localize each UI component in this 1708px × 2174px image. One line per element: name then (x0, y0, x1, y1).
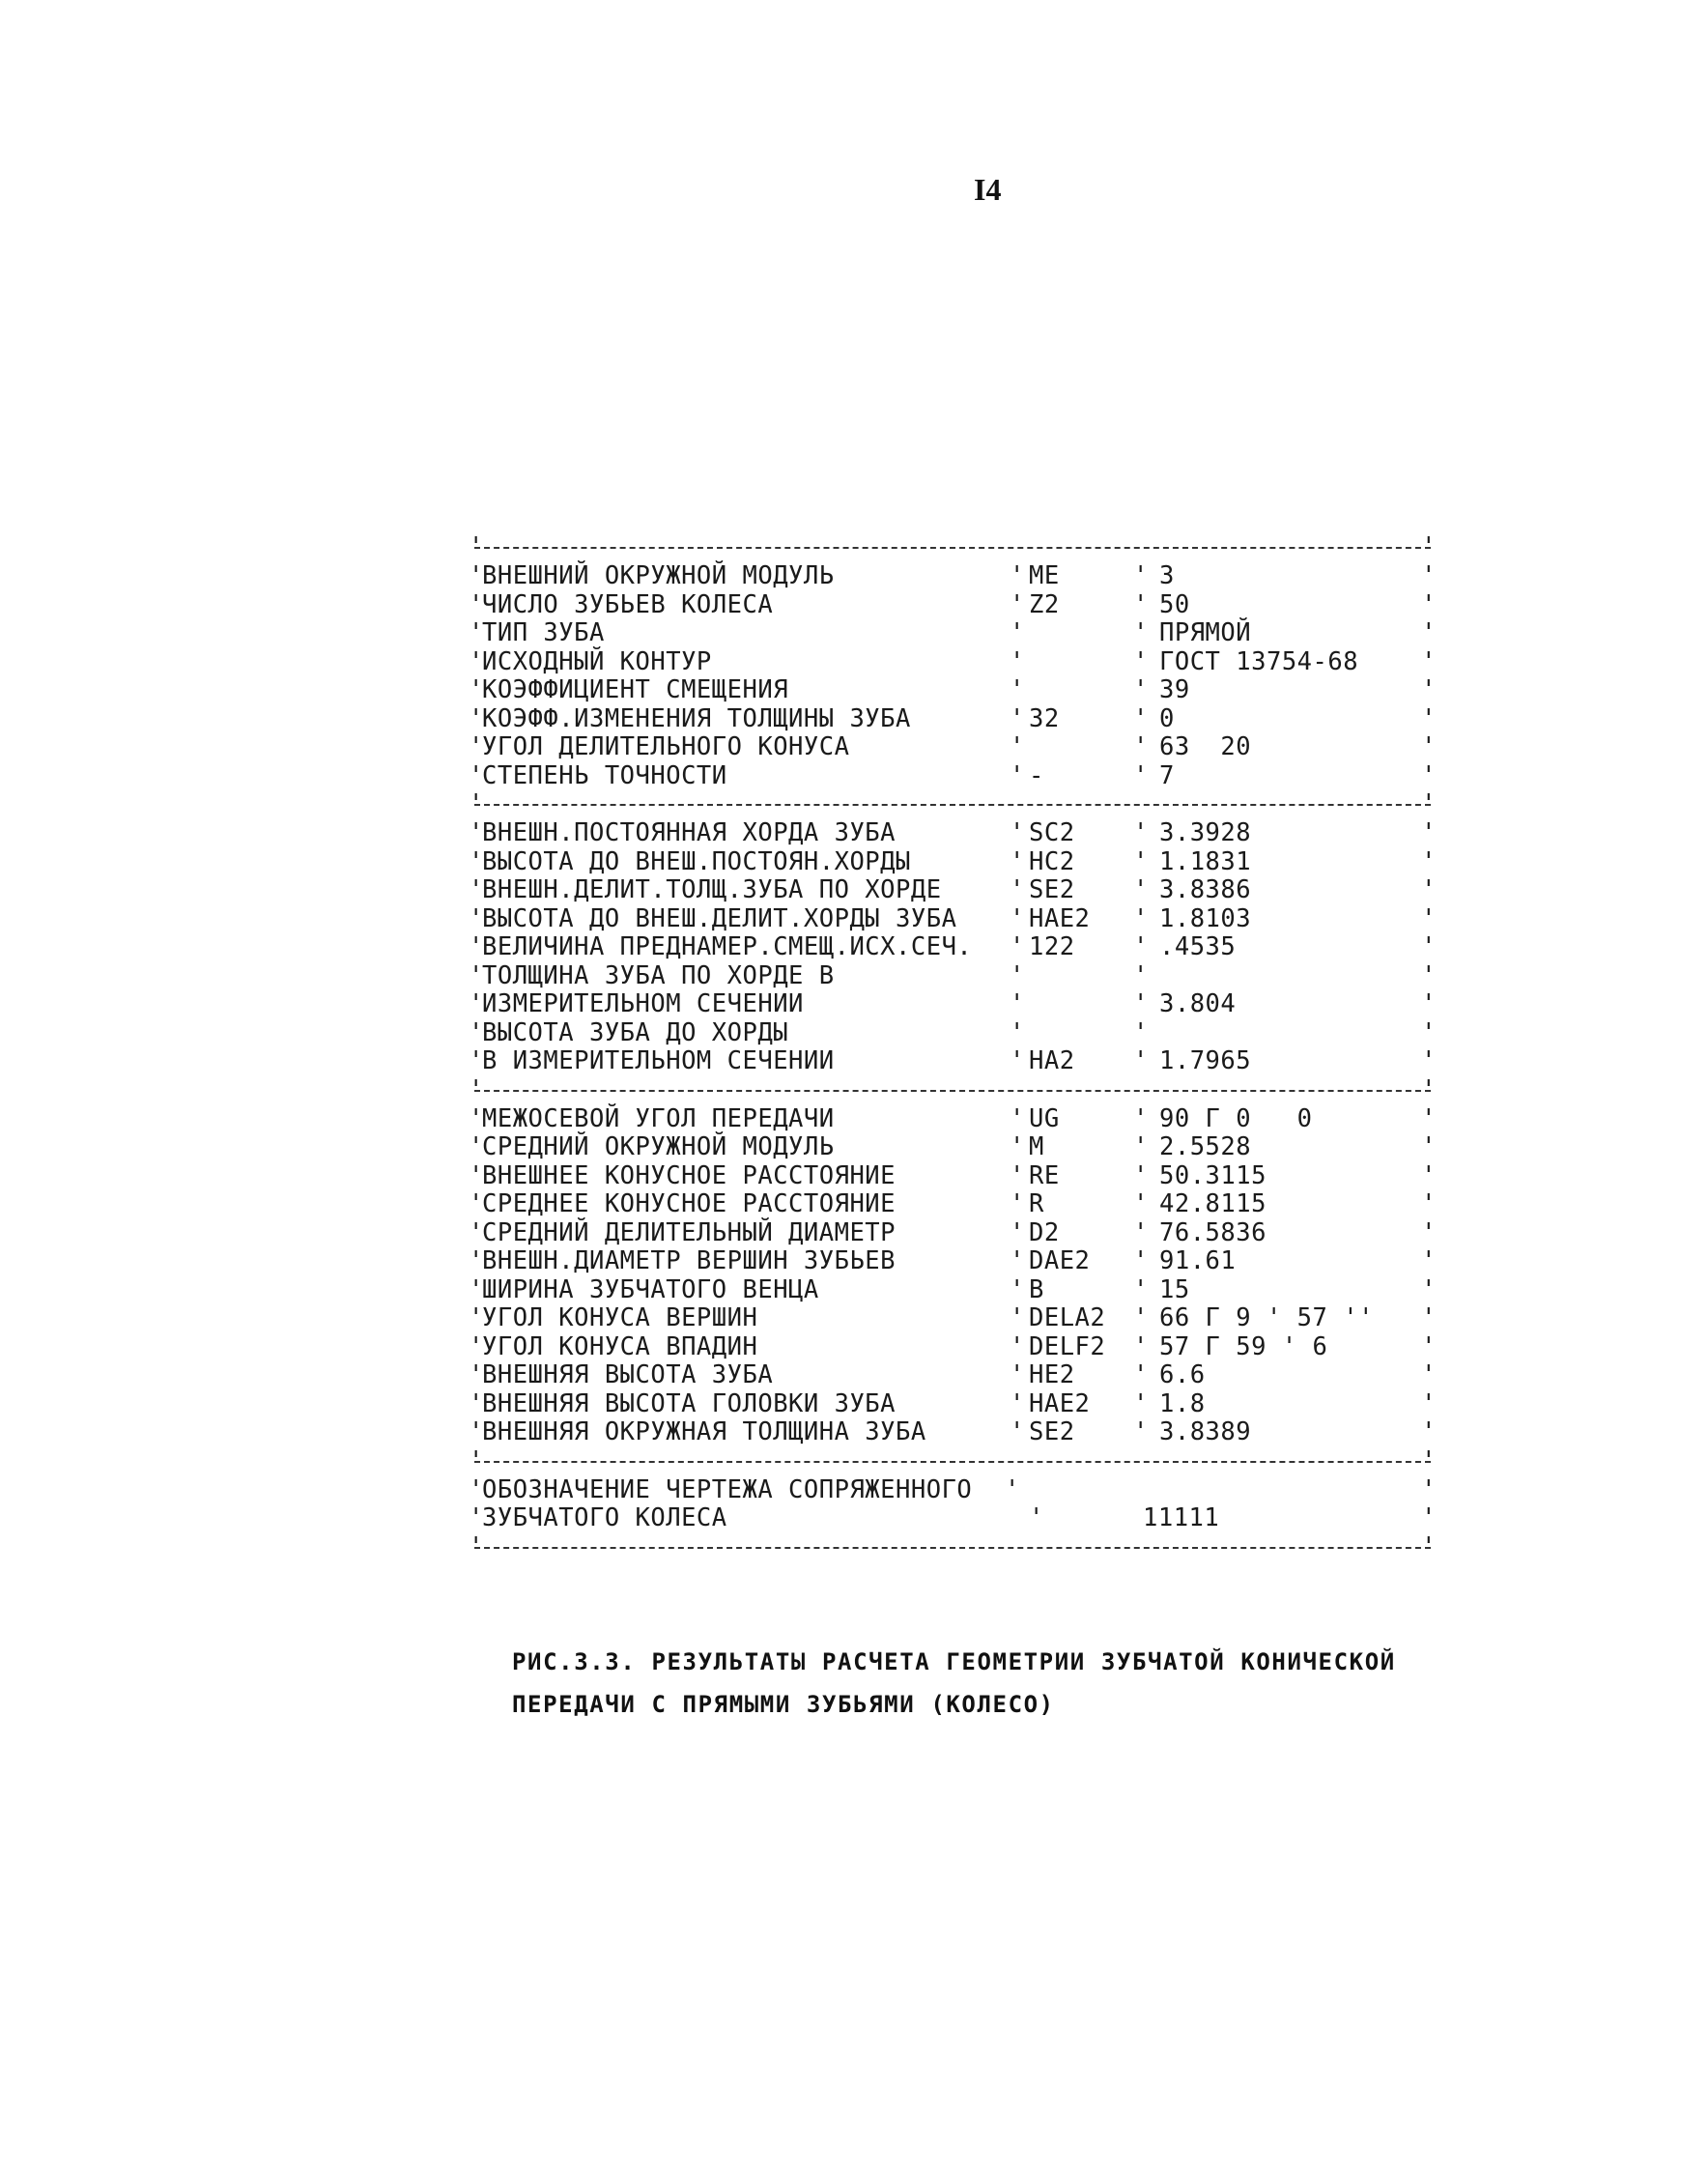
column-separator: ' (1133, 1417, 1149, 1446)
table-row (469, 848, 1437, 877)
table-row (469, 1219, 1437, 1248)
table-rule-bottom: ' ' (469, 1533, 1437, 1562)
row-border-right: ' (1421, 589, 1437, 619)
row-border-left: ' (469, 561, 484, 590)
column-separator: ' (1133, 1160, 1149, 1190)
row-border-right: ' (1421, 675, 1437, 704)
column-separator: ' (1010, 1189, 1025, 1218)
row-border-left: ' (469, 1160, 484, 1190)
row-border-right: ' (1421, 903, 1437, 933)
parameter-value: 3.8389 (1159, 1417, 1252, 1446)
table-row (469, 591, 1437, 620)
column-separator: ' (1010, 932, 1025, 961)
parameter-value: 66 Г 9 ' 57 '' (1159, 1303, 1374, 1332)
column-separator: ' (1010, 561, 1025, 590)
parameter-value: 6.6 (1159, 1360, 1206, 1389)
parameter-value: 50 (1159, 589, 1190, 619)
row-border-left: ' (469, 1246, 484, 1275)
column-separator: ' (1010, 618, 1025, 647)
row-border-right: ' (1421, 989, 1437, 1018)
parameter-symbol: M (1029, 1132, 1044, 1161)
row-border-left: ' (469, 846, 484, 876)
parameter-value: 63 20 (1159, 732, 1252, 761)
table-row (469, 1162, 1437, 1191)
table-row (469, 1304, 1437, 1333)
row-border-left: ' (469, 903, 484, 933)
table-row (469, 876, 1437, 905)
parameter-value: 1.8 (1159, 1388, 1206, 1418)
parameter-symbol: DELA2 (1029, 1303, 1106, 1332)
parameter-symbol: HAE2 (1029, 903, 1091, 933)
column-separator: ' (1010, 1017, 1025, 1047)
parameter-symbol: - (1029, 760, 1044, 790)
column-separator: ' (1133, 703, 1149, 733)
column-separator: ' (1133, 1274, 1149, 1304)
row-border-right: ' (1421, 1017, 1437, 1047)
calculation-printout (469, 533, 1437, 1562)
parameter-value: 1.1831 (1159, 846, 1252, 876)
parameter-label: СРЕДНЕЕ КОНУСНОЕ РАССТОЯНИЕ (482, 1189, 897, 1218)
parameter-label: ШИРИНА ЗУБЧАТОГО ВЕНЦА (482, 1274, 819, 1304)
column-separator: ' (1010, 1217, 1025, 1247)
row-border-left: ' (469, 618, 484, 647)
parameter-label: МЕЖОСЕВОЙ УГОЛ ПЕРЕДАЧИ (482, 1103, 835, 1133)
parameter-value: 3.3928 (1159, 818, 1252, 847)
column-separator: ' (1133, 1331, 1149, 1361)
parameter-label: ВНЕШНИЙ ОКРУЖНОЙ МОДУЛЬ (482, 561, 835, 590)
table-row (469, 619, 1437, 648)
table-row (469, 733, 1437, 762)
column-separator: ' (1010, 760, 1025, 790)
column-separator: ' (1133, 1246, 1149, 1275)
column-separator: ' (1133, 1303, 1149, 1332)
table-row (469, 1133, 1437, 1162)
row-border-left: ' (469, 1017, 484, 1047)
parameter-value: 15 (1159, 1274, 1190, 1304)
column-separator: ' (1010, 1246, 1025, 1275)
column-separator: ' (1133, 1388, 1149, 1418)
parameter-label: УГОЛ КОНУСА ВПАДИН (482, 1331, 758, 1361)
parameter-symbol: 32 (1029, 703, 1060, 733)
row-border-left: ' (469, 1189, 484, 1218)
row-border-left: ' (469, 760, 484, 790)
parameter-symbol: HC2 (1029, 846, 1075, 876)
row-border-left: ' (469, 818, 484, 847)
parameter-symbol: R (1029, 1189, 1044, 1218)
row-border-right: ' (1421, 732, 1437, 761)
row-border-left: ' (469, 1046, 484, 1075)
row-border-left: ' (469, 675, 484, 704)
table-rule: ' ' (469, 1447, 1437, 1476)
parameter-value: 0 (1159, 703, 1175, 733)
column-separator: ' (1010, 960, 1025, 990)
parameter-label: ВНЕШНЯЯ ВЫСОТА ГОЛОВКИ ЗУБА (482, 1388, 897, 1418)
parameter-label: СТЕПЕНЬ ТОЧНОСТИ (482, 760, 727, 790)
table-row (469, 1247, 1437, 1276)
column-separator: ' (1010, 732, 1025, 761)
column-separator: ' (1133, 561, 1149, 590)
column-separator: ' (1133, 875, 1149, 904)
column-separator: ' (1133, 1103, 1149, 1133)
column-separator: ' (1010, 1331, 1025, 1361)
row-border-right: ' (1421, 760, 1437, 790)
table-rule-top: ' ' (469, 533, 1437, 562)
parameter-symbol: HE2 (1029, 1360, 1075, 1389)
parameter-symbol: DELF2 (1029, 1331, 1106, 1361)
table-row (469, 1047, 1437, 1076)
row-border-left: ' (469, 732, 484, 761)
row-border-right: ' (1421, 1246, 1437, 1275)
parameter-symbol: DAE2 (1029, 1246, 1091, 1275)
column-separator: ' (1133, 1360, 1149, 1389)
parameter-value: ПРЯМОЙ (1159, 618, 1252, 647)
column-separator: ' (1133, 732, 1149, 761)
parameter-label: ВЕЛИЧИНА ПРЕДНАМЕР.СМЕЩ.ИСХ.СЕЧ. (482, 932, 973, 961)
column-separator: ' (1010, 875, 1025, 904)
parameter-symbol: SE2 (1029, 875, 1075, 904)
table-row (469, 819, 1437, 848)
table-row (469, 933, 1437, 962)
table-rule: ' ' (469, 790, 1437, 819)
table-row (469, 1276, 1437, 1305)
row-border-right: ' (1421, 1331, 1437, 1361)
parameter-symbol: B (1029, 1274, 1044, 1304)
parameter-value: 39 (1159, 675, 1190, 704)
parameter-label: ВНЕШН.ДЕЛИТ.ТОЛЩ.ЗУБА ПО ХОРДЕ (482, 875, 942, 904)
table-section-control (469, 819, 1437, 1076)
caption-line-2: ПЕРЕДАЧИ С ПРЯМЫМИ ЗУБЬЯМИ (КОЛЕСО) (512, 1691, 1055, 1718)
table-row (469, 1333, 1437, 1362)
table-row (469, 1190, 1437, 1219)
footer-row: ' ОБОЗНАЧЕНИЕ ЧЕРТЕЖА СОПРЯЖЕННОГО ' ' (469, 1474, 1437, 1504)
row-border-right: ' (1421, 846, 1437, 876)
parameter-label: ВЫСОТА ЗУБА ДО ХОРДЫ (482, 1017, 789, 1047)
column-separator: ' (1133, 818, 1149, 847)
column-separator: ' (1010, 846, 1025, 876)
parameter-label: ВНЕШН.ПОСТОЯННАЯ ХОРДА ЗУБА (482, 818, 897, 847)
table-row (469, 562, 1437, 591)
parameter-label: УГОЛ КОНУСА ВЕРШИН (482, 1303, 758, 1332)
row-border-right: ' (1421, 1189, 1437, 1218)
parameter-symbol: D2 (1029, 1217, 1060, 1247)
column-separator: ' (1133, 1017, 1149, 1047)
row-border-right: ' (1421, 932, 1437, 961)
column-separator: ' (1010, 1046, 1025, 1075)
page-number: I4 (974, 172, 1002, 207)
parameter-value: 91.61 (1159, 1246, 1237, 1275)
column-separator: ' (1133, 903, 1149, 933)
column-separator: ' (1133, 1189, 1149, 1218)
parameter-value: 3.8386 (1159, 875, 1252, 904)
column-separator: ' (1010, 1132, 1025, 1161)
parameter-value: 42.8115 (1159, 1189, 1267, 1218)
parameter-value: ГОСТ 13754-68 (1159, 646, 1359, 676)
column-separator: ' (1133, 846, 1149, 876)
row-border-right: ' (1421, 875, 1437, 904)
parameter-label: УГОЛ ДЕЛИТЕЛЬНОГО КОНУСА (482, 732, 850, 761)
table-section-geometry (469, 1105, 1437, 1447)
row-border-left: ' (469, 1217, 484, 1247)
column-separator: ' (1133, 960, 1149, 990)
table-row (469, 762, 1437, 791)
table-rule: ' ' (469, 1076, 1437, 1105)
row-border-left: ' (469, 1417, 484, 1446)
column-separator: ' (1133, 618, 1149, 647)
row-border-right: ' (1421, 1217, 1437, 1247)
table-section-input (469, 562, 1437, 790)
column-separator: ' (1010, 703, 1025, 733)
parameter-value: .4535 (1159, 932, 1237, 961)
caption-line-1: РИС.3.3. РЕЗУЛЬТАТЫ РАСЧЕТА ГЕОМЕТРИИ ЗУБЧАТОЙ КОНИЧЕСКОЙ (512, 1648, 1396, 1675)
row-border-left: ' (469, 703, 484, 733)
column-separator: ' (1010, 903, 1025, 933)
figure-caption (512, 1641, 1478, 1726)
parameter-symbol: 122 (1029, 932, 1075, 961)
row-border-right: ' (1421, 960, 1437, 990)
column-separator: ' (1133, 989, 1149, 1018)
column-separator: ' (1133, 675, 1149, 704)
parameter-label: ВНЕШНЕЕ КОНУСНОЕ РАССТОЯНИЕ (482, 1160, 897, 1190)
column-separator: ' (1010, 989, 1025, 1018)
row-border-right: ' (1421, 1388, 1437, 1418)
parameter-label: СРЕДНИЙ ДЕЛИТЕЛЬНЫЙ ДИАМЕТР (482, 1217, 897, 1247)
parameter-value: 90 Г 0 0 (1159, 1103, 1313, 1133)
parameter-value: 2.5528 (1159, 1132, 1252, 1161)
column-separator: ' (1010, 1417, 1025, 1446)
parameter-value: 3.804 (1159, 989, 1237, 1018)
parameter-label: СРЕДНИЙ ОКРУЖНОЙ МОДУЛЬ (482, 1132, 835, 1161)
row-border-left: ' (469, 1303, 484, 1332)
parameter-symbol: SE2 (1029, 1417, 1075, 1446)
row-border-right: ' (1421, 1160, 1437, 1190)
parameter-symbol: RE (1029, 1160, 1060, 1190)
parameter-label: В ИЗМЕРИТЕЛЬНОМ СЕЧЕНИИ (482, 1046, 835, 1075)
parameter-value: 50.3115 (1159, 1160, 1267, 1190)
table-row (469, 705, 1437, 734)
column-separator: ' (1133, 1217, 1149, 1247)
column-separator: ' (1010, 646, 1025, 676)
table-row (469, 962, 1437, 991)
table-row (469, 1361, 1437, 1390)
row-border-right: ' (1421, 703, 1437, 733)
parameter-symbol: ME (1029, 561, 1060, 590)
row-border-left: ' (469, 1274, 484, 1304)
column-separator: ' (1133, 1132, 1149, 1161)
row-border-right: ' (1421, 1046, 1437, 1075)
column-separator: ' (1133, 760, 1149, 790)
column-separator: ' (1010, 1160, 1025, 1190)
row-border-right: ' (1421, 1417, 1437, 1446)
row-border-left: ' (469, 1132, 484, 1161)
row-border-left: ' (469, 1388, 484, 1418)
parameter-label: ВЫСОТА ДО ВНЕШ.ПОСТОЯН.ХОРДЫ (482, 846, 911, 876)
table-row (469, 1105, 1437, 1134)
footer-label-line2: ЗУБЧАТОГО КОЛЕСА (482, 1503, 727, 1532)
column-separator: ' (1010, 818, 1025, 847)
column-separator: ' (1133, 1046, 1149, 1075)
row-border-left: ' (469, 960, 484, 990)
parameter-label: ТОЛЩИНА ЗУБА ПО ХОРДЕ В (482, 960, 835, 990)
footer-value: 11111 (1143, 1503, 1220, 1532)
table-row (469, 990, 1437, 1019)
row-border-right: ' (1421, 618, 1437, 647)
parameter-label: ВНЕШНЯЯ ОКРУЖНАЯ ТОЛЩИНА ЗУБА (482, 1417, 926, 1446)
column-separator: ' (1010, 675, 1025, 704)
row-border-left: ' (469, 646, 484, 676)
row-border-right: ' (1421, 561, 1437, 590)
column-separator: ' (1010, 1303, 1025, 1332)
parameter-value: 1.8103 (1159, 903, 1252, 933)
row-border-left: ' (469, 1103, 484, 1133)
row-border-right: ' (1421, 1103, 1437, 1133)
table-row (469, 1019, 1437, 1048)
row-border-left: ' (469, 932, 484, 961)
row-border-left: ' (469, 875, 484, 904)
parameter-symbol: Z2 (1029, 589, 1060, 619)
parameter-symbol: HA2 (1029, 1046, 1075, 1075)
parameter-value: 57 Г 59 ' 6 (1159, 1331, 1328, 1361)
footer-label-line1: ОБОЗНАЧЕНИЕ ЧЕРТЕЖА СОПРЯЖЕННОГО (482, 1474, 973, 1504)
parameter-symbol: SC2 (1029, 818, 1075, 847)
parameter-value: 76.5836 (1159, 1217, 1267, 1247)
row-border-left: ' (469, 1360, 484, 1389)
table-row (469, 676, 1437, 705)
row-border-left: ' (469, 589, 484, 619)
parameter-value: 3 (1159, 561, 1175, 590)
table-row (469, 1390, 1437, 1419)
column-separator: ' (1133, 589, 1149, 619)
column-separator: ' (1010, 1360, 1025, 1389)
parameter-label: ВНЕШНЯЯ ВЫСОТА ЗУБА (482, 1360, 774, 1389)
row-border-right: ' (1421, 1360, 1437, 1389)
row-border-right: ' (1421, 646, 1437, 676)
row-border-right: ' (1421, 818, 1437, 847)
column-separator: ' (1010, 589, 1025, 619)
row-border-left: ' (469, 1331, 484, 1361)
parameter-label: ВНЕШН.ДИАМЕТР ВЕРШИН ЗУБЬЕВ (482, 1246, 897, 1275)
parameter-label: ИЗМЕРИТЕЛЬНОМ СЕЧЕНИИ (482, 989, 804, 1018)
parameter-label: ВЫСОТА ДО ВНЕШ.ДЕЛИТ.ХОРДЫ ЗУБА (482, 903, 957, 933)
parameter-label: ЧИСЛО ЗУБЬЕВ КОЛЕСА (482, 589, 774, 619)
footer-row: ' ЗУБЧАТОГО КОЛЕСА ' 11111 ' (469, 1503, 1437, 1532)
row-border-right: ' (1421, 1132, 1437, 1161)
row-border-left: ' (469, 989, 484, 1018)
table-row (469, 1418, 1437, 1447)
column-separator: ' (1133, 932, 1149, 961)
column-separator: ' (1010, 1103, 1025, 1133)
column-separator: ' (1010, 1274, 1025, 1304)
column-separator: ' (1133, 646, 1149, 676)
parameter-label: КОЭФФИЦИЕНТ СМЕЩЕНИЯ (482, 675, 789, 704)
column-separator: ' (1010, 1388, 1025, 1418)
parameter-value: 1.7965 (1159, 1046, 1252, 1075)
parameter-symbol: HAE2 (1029, 1388, 1091, 1418)
table-row (469, 648, 1437, 677)
row-border-right: ' (1421, 1274, 1437, 1304)
row-border-right: ' (1421, 1303, 1437, 1332)
parameter-label: ИСХОДНЫЙ КОНТУР (482, 646, 712, 676)
parameter-label: КОЭФФ.ИЗМЕНЕНИЯ ТОЛЩИНЫ ЗУБА (482, 703, 911, 733)
parameter-value: 7 (1159, 760, 1175, 790)
table-row (469, 905, 1437, 934)
parameter-symbol: UG (1029, 1103, 1060, 1133)
parameter-label: ТИП ЗУБА (482, 618, 605, 647)
